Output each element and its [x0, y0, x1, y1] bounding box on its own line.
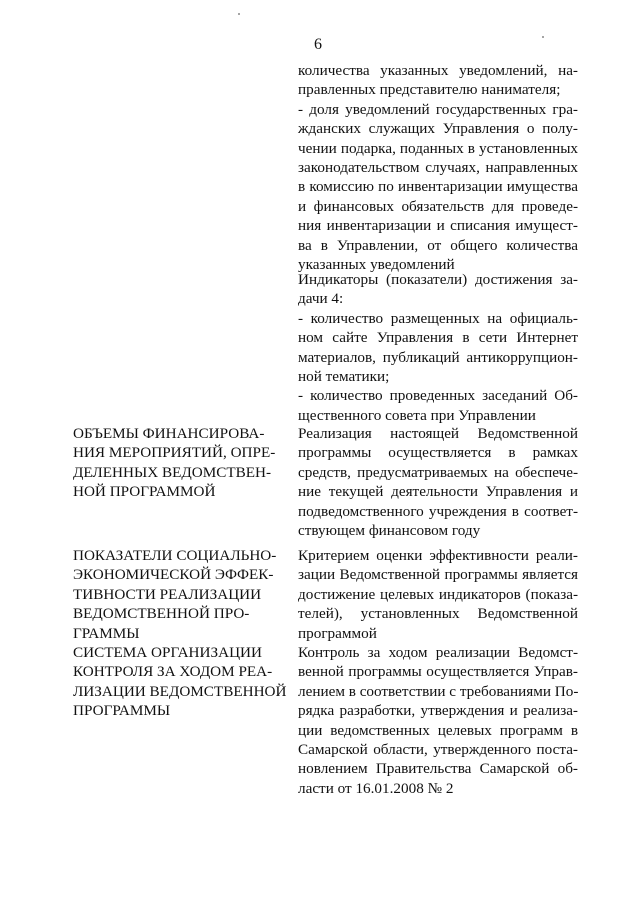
continuation-text [298, 61, 578, 274]
text-line: телей), установленных Ведомственной [298, 605, 578, 623]
text-line: рядка разработки, утверждения и реализа- [298, 702, 578, 720]
text-line: новлением Правительства Самарской об- [298, 760, 578, 778]
label-line: НОЙ ПРОГРАММОЙ [73, 483, 216, 501]
indicators-text [298, 270, 578, 425]
text-line: и финансовых обязательств для проведе- [298, 197, 578, 215]
label-line: ЛИЗАЦИИ ВЕДОМСТВЕННОЙ [73, 682, 287, 700]
text-line: программой [298, 624, 377, 642]
text-line: законодательством случаях, направленных [298, 159, 578, 177]
label-line: ПОКАЗАТЕЛИ СОЦИАЛЬНО- [73, 547, 277, 564]
text-line: - доля уведомлений государственных гра- [298, 100, 578, 118]
text-line: - количество размещенных на официаль- [298, 309, 578, 327]
label-line: ЭКОНОМИЧЕСКОЙ ЭФФЕК- [73, 566, 274, 584]
text-line: достижение целевых индикаторов (показа- [298, 585, 578, 603]
page-number: 6 [314, 36, 322, 53]
label-line: КОНТРОЛЯ ЗА ХОДОМ РЕА- [73, 663, 273, 681]
label-line: ТИВНОСТИ РЕАЛИЗАЦИИ [73, 585, 262, 603]
label-line: СИСТЕМА ОРГАНИЗАЦИИ [73, 644, 262, 662]
text-line: ния инвентаризации и списания имущест- [298, 217, 578, 235]
scan-speck [542, 36, 544, 38]
text-line: ствующем финансовом году [298, 522, 481, 540]
text-line: ном сайте Управления в сети Интернет [298, 329, 578, 347]
text-line: средств, предусматриваемых на обеспече- [298, 463, 578, 481]
text-line: зации Ведомственной программы является [298, 566, 578, 584]
text-line: жданских служащих Управления о полу- [298, 120, 578, 138]
text-line: Критерием оценки эффективности реали- [298, 547, 578, 564]
text-line: правленных представителю нанимателя; [298, 81, 561, 99]
text-line: материалов, публикаций антикоррупцион- [298, 348, 578, 366]
efficiency-control-text [298, 546, 578, 798]
text-line: Самарской области, утвержденного поста- [298, 741, 578, 759]
text-line: Реализация настоящей Ведомственной [298, 425, 578, 442]
label-line: ОБЪЕМЫ ФИНАНСИРОВА- [73, 425, 265, 442]
label-line: ГРАММЫ [73, 624, 140, 642]
text-line: щественного совета при Управлении [298, 406, 536, 424]
text-line: лением в соответствии с требованиями По- [298, 682, 579, 700]
text-line: в комиссию по инвентаризации имущества [298, 178, 578, 196]
scan-speck [238, 13, 240, 15]
label-line: ВЕДОМСТВЕННОЙ ПРО- [73, 605, 250, 623]
text-line: Индикаторы (показатели) достижения за- [298, 271, 578, 288]
text-line: чении подарка, поданных в установленных [298, 139, 578, 157]
text-line: Контроль за ходом реализации Ведомст- [298, 644, 578, 662]
label-line: ДЕЛЕННЫХ ВЕДОМСТВЕН- [73, 463, 272, 481]
text-line: венной программы осуществляется Управ- [298, 663, 578, 681]
text-line: ласти от 16.01.2008 № 2 [298, 779, 454, 797]
text-line: программы осуществляется в рамках [298, 444, 578, 462]
funding-label [73, 424, 285, 502]
text-line: - количество проведенных заседаний Об- [298, 387, 578, 405]
text-line: ние текущей деятельности Управления и [298, 483, 578, 501]
label-line: ПРОГРАММЫ [73, 702, 171, 720]
text-line: количества указанных уведомлений, на- [298, 62, 578, 79]
efficiency-control-label [73, 546, 285, 721]
text-line: ва в Управлении, от общего количества [298, 236, 578, 254]
text-line: подведомственного учреждения в соответ- [298, 502, 578, 520]
label-line: НИЯ МЕРОПРИЯТИЙ, ОПРЕ- [73, 444, 276, 462]
funding-text [298, 424, 578, 540]
text-line: ной тематики; [298, 368, 390, 386]
text-line: дачи 4: [298, 290, 344, 308]
text-line: указанных уведомлений [298, 256, 455, 274]
text-line: ции ведомственных целевых программ в [298, 721, 578, 739]
